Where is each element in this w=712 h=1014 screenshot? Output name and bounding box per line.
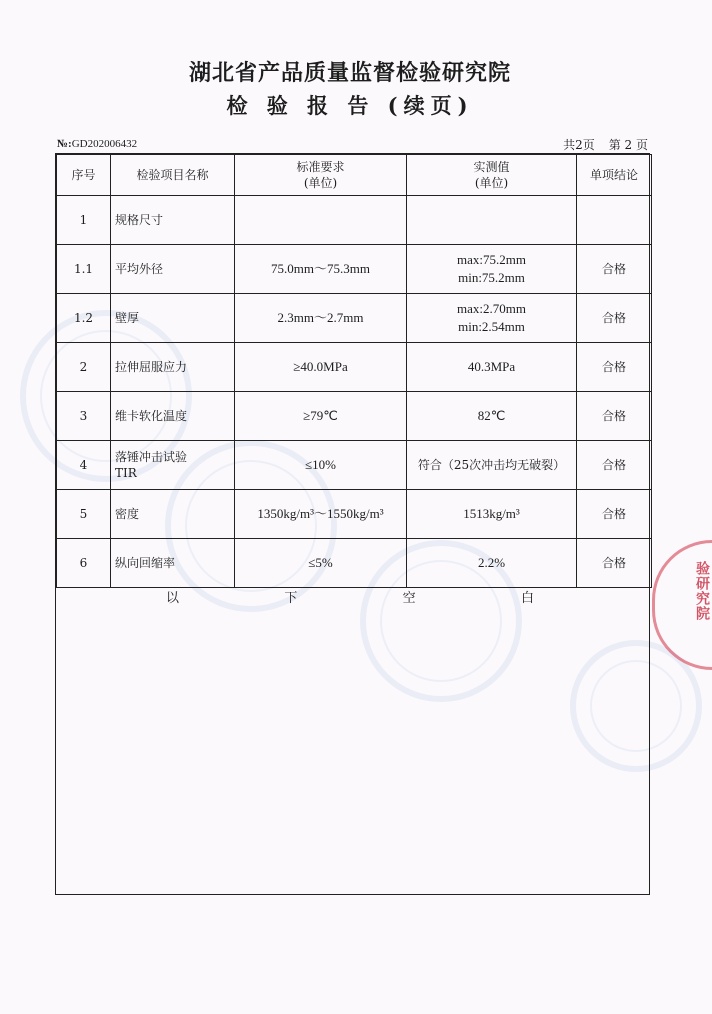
blank-below-notice: 以 下 空 白	[166, 591, 534, 606]
inspection-table-frame	[55, 153, 650, 895]
header-seq: 序号	[57, 155, 111, 196]
total-pages: 共2页	[563, 138, 595, 152]
table-row: 1 规格尺寸	[57, 196, 652, 245]
header-item: 检验项目名称	[111, 155, 235, 196]
table-row: 3 维卡软化温度 ≥79℃ 82℃ 合格	[57, 392, 652, 441]
header-result: 单项结论	[577, 155, 652, 196]
table-header-row	[57, 155, 652, 196]
table-row: 4 落锤冲击试验 TIR ≤10% 符合（25次冲击均无破裂） 合格	[57, 441, 652, 490]
report-number-value: GD202006432	[71, 138, 138, 150]
table-row: 5 密度 1350kg/m³～1550kg/m³ 1513kg/m³ 合格	[57, 490, 652, 539]
red-seal-stamp: 验研究院	[652, 540, 712, 670]
header-requirement: 标准要求 (单位)	[235, 155, 407, 196]
report-number-label: №:	[57, 138, 72, 150]
header-measured: 实测值 (单位)	[407, 155, 577, 196]
report-title: 检 验 报 告 (续页)	[226, 93, 474, 118]
institute-title: 湖北省产品质量监督检验研究院	[188, 60, 511, 86]
page-info	[549, 136, 648, 153]
table-row: 1.2 壁厚 2.3mm～2.7mm max:2.70mm min:2.54mm 合格	[57, 294, 652, 343]
inspection-table	[56, 154, 652, 588]
table-row: 1.1 平均外径 75.0mm～75.3mm max:75.2mm min:75.2mm 合格	[57, 245, 652, 294]
table-row: 2 拉伸屈服应力 ≥40.0MPa 40.3MPa 合格	[57, 343, 652, 392]
table-row: 6 纵向回缩率 ≤5% 2.2% 合格	[57, 539, 652, 588]
report-number	[57, 138, 137, 150]
page-number: 第 2 页	[608, 138, 648, 152]
